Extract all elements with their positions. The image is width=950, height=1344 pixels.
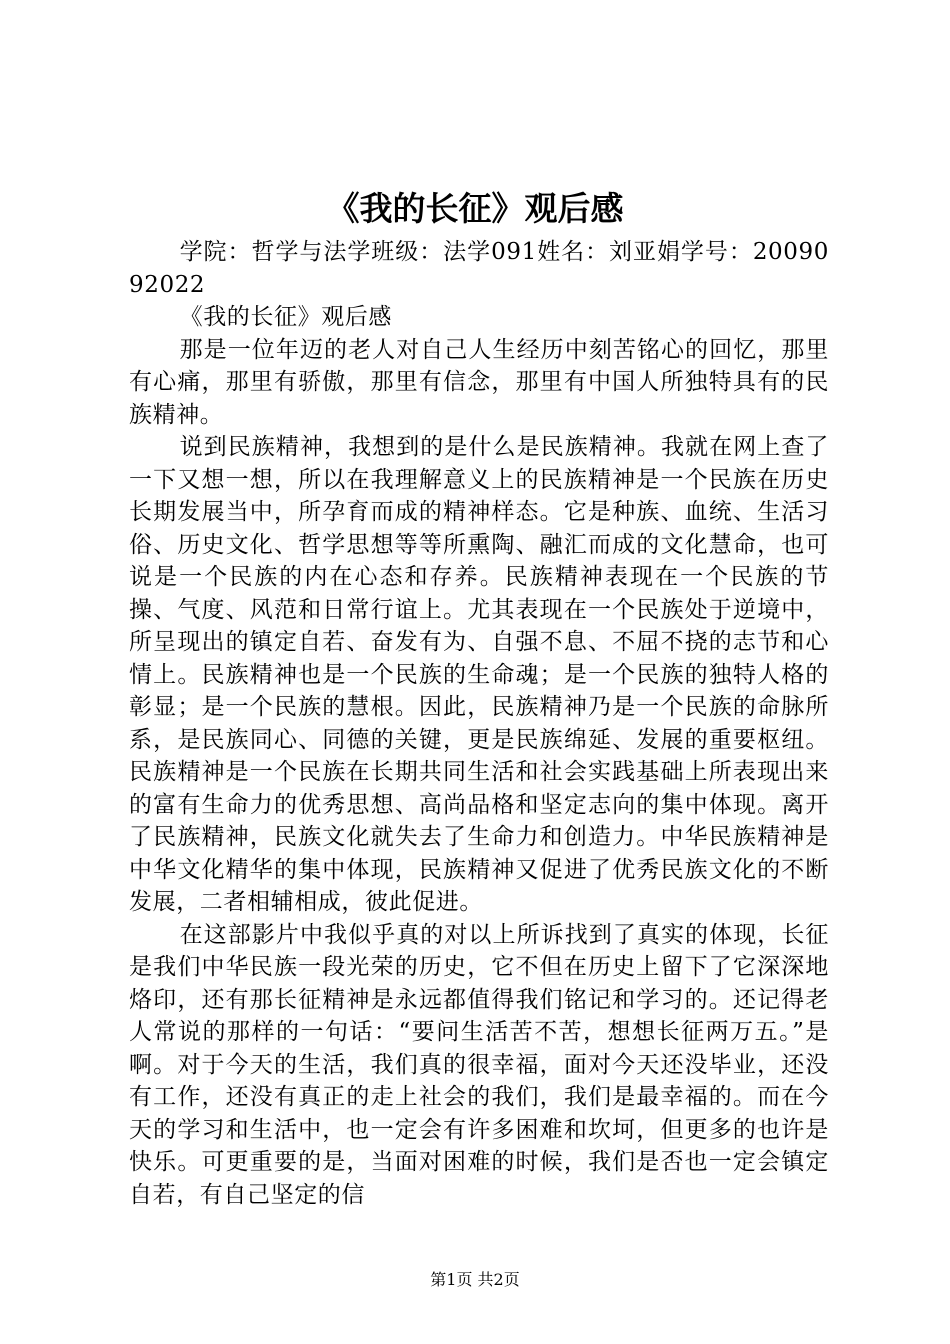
paragraph-2: 说到民族精神，我想到的是什么是民族精神。我就在网上查了一下又想一想，所以在我理解意义上的民族精神是一个民族在历史长期发展当中，所孕育而成的精神样态。它是种族、血统、生活习俗、历史文化、哲学思想等等所熏陶、融汇而成的文化慧命，也可说是一个民族的内在心态和存养。民族精神表现在一个民族的节操、气度、风范和日常行谊上。尤其表现在一个民族处于逆境中，所呈现出的镇定自若、奋发有为、自强不息、不屈不挠的志节和心情上。民族精神也是一个民族的生命魂；是一个民族的独特人格的彰显；是一个民族的慧根。因此，民族精神乃是一个民族的命脉所系，是民族同心、同德的关键，更是民族绵延、发展的重要枢纽。民族精神是一个民族在长期共同生活和社会实践基础上所表现出来的富有生命力的优秀思想、高尚品格和坚定志向的集中体现。离开了民族精神，民族文化就失去了生命力和创造力。中华民族精神是中华文化精华的集中体现，民族精神又促进了优秀民族文化的不断发展，二者相辅相成，彼此促进。 [129,434,829,915]
paragraph-1: 那是一位年迈的老人对自己人生经历中刻苦铭心的回忆，那里有心痛，那里有骄傲，那里有信念，那里有中国人所独特具有的民族精神。 [129,336,829,428]
header-line: 学院：哲学与法学班级：法学091姓名：刘亚娟学号：2009092022 [129,239,829,298]
document-title: 《我的长征》观后感 [326,189,624,228]
document-body [129,236,829,1211]
paragraph-3: 在这部影片中我似乎真的对以上所诉找到了真实的体现，长征是我们中华民族一段光荣的历史，它不但在历史上留下了它深深地烙印，还有那长征精神是永远都值得我们铭记和学习的。还记得老人常说的那样的一句话：“要问生活苦不苦，想想长征两万五。”是啊。对于今天的生活，我们真的很幸福，面对今天还没毕业，还没有工作，还没有真正的走上社会的我们，我们是最幸福的。而在今天的学习和生活中，也一定会有许多困难和坎坷，但更多的也许是快乐。可更重要的是，当面对困难的时候，我们是否也一定会镇定自若，有自己坚定的信 [129,921,829,1208]
page-footer: 第1页 共2页 [430,1270,520,1289]
subtitle: 《我的长征》观后感 [179,304,392,330]
